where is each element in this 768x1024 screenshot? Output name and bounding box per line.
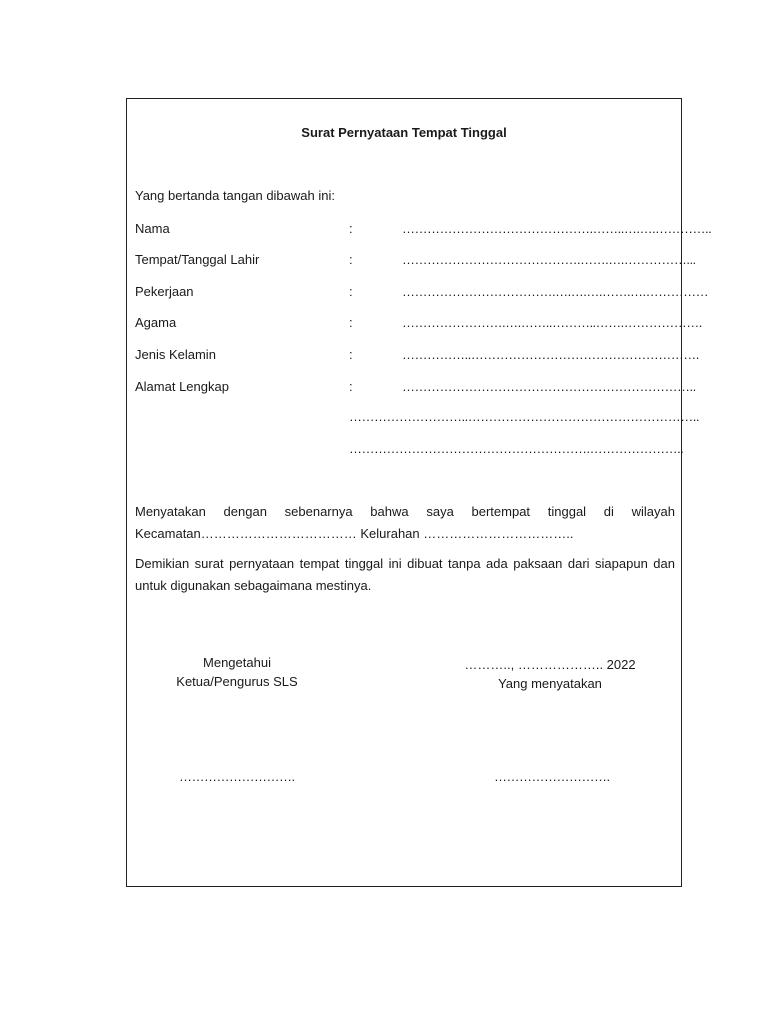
field-colon: : [349, 379, 353, 394]
left-signature-block [167, 653, 307, 691]
field-colon: : [349, 252, 353, 267]
document-frame [126, 98, 712, 887]
right-signature-dots: ………………………. [494, 769, 610, 784]
statement-line: Kecamatan……………………………… Kelurahan …………………………….. [135, 526, 574, 541]
signature-date: ……….., ……………….. 2022 [464, 657, 636, 672]
field-blank: …………………………………….…….….……………... [402, 252, 696, 267]
statement-line: Menyatakan dengan sebenarnya bahwa saya bertempat tinggal di wilayah [135, 504, 675, 519]
field-blank: …………………………………………………………….. [402, 379, 696, 394]
closing-paragraph: Demikian surat pernyataan tempat tinggal ini dibuat tanpa ada paksaan dari siapapun dan untuk digunakan sebagaimana mestinya. [135, 556, 675, 593]
intro-text: Yang bertanda tangan dibawah ini: [135, 188, 335, 203]
right-signature-block [445, 655, 655, 693]
field-colon: : [349, 347, 353, 362]
field-blank: ……………..………………………………………………. [402, 347, 699, 362]
field-colon: : [349, 315, 353, 330]
left-signature-line2: Ketua/Pengurus SLS [176, 674, 298, 689]
field-blank: ……………………………….….….….…….….…………… [402, 284, 709, 299]
field-label: Pekerjaan [135, 284, 194, 299]
field-row-agama [135, 315, 702, 333]
field-row-jenis-kelamin [135, 347, 699, 365]
address-continuation-line: ………………………………………………….………………….. [349, 441, 684, 456]
right-signature-label: Yang menyatakan [498, 676, 602, 691]
field-row-tempat-tanggal-lahir [135, 252, 696, 270]
field-colon: : [349, 221, 353, 236]
field-label: Agama [135, 315, 177, 330]
field-row-alamat-lengkap [135, 379, 696, 397]
field-label: Jenis Kelamin [135, 347, 216, 362]
left-signature-dots: ………………………. [179, 769, 295, 784]
address-continuation-line: ………………………..……………………………………………….. [349, 409, 699, 424]
field-label: Nama [135, 221, 170, 236]
field-label: Alamat Lengkap [135, 379, 229, 394]
field-colon: : [349, 284, 353, 299]
field-row-nama [135, 221, 712, 239]
left-signature-line1: Mengetahui [203, 655, 271, 670]
field-row-pekerjaan [135, 284, 709, 302]
document-title: Surat Pernyataan Tempat Tinggal [301, 125, 507, 140]
field-label: Tempat/Tanggal Lahir [135, 252, 260, 267]
field-blank: …………………….….……..………..…….………………. [402, 315, 702, 330]
field-blank: ……………………………………….……..….….………….. [402, 221, 712, 236]
statement-paragraph [135, 501, 675, 545]
